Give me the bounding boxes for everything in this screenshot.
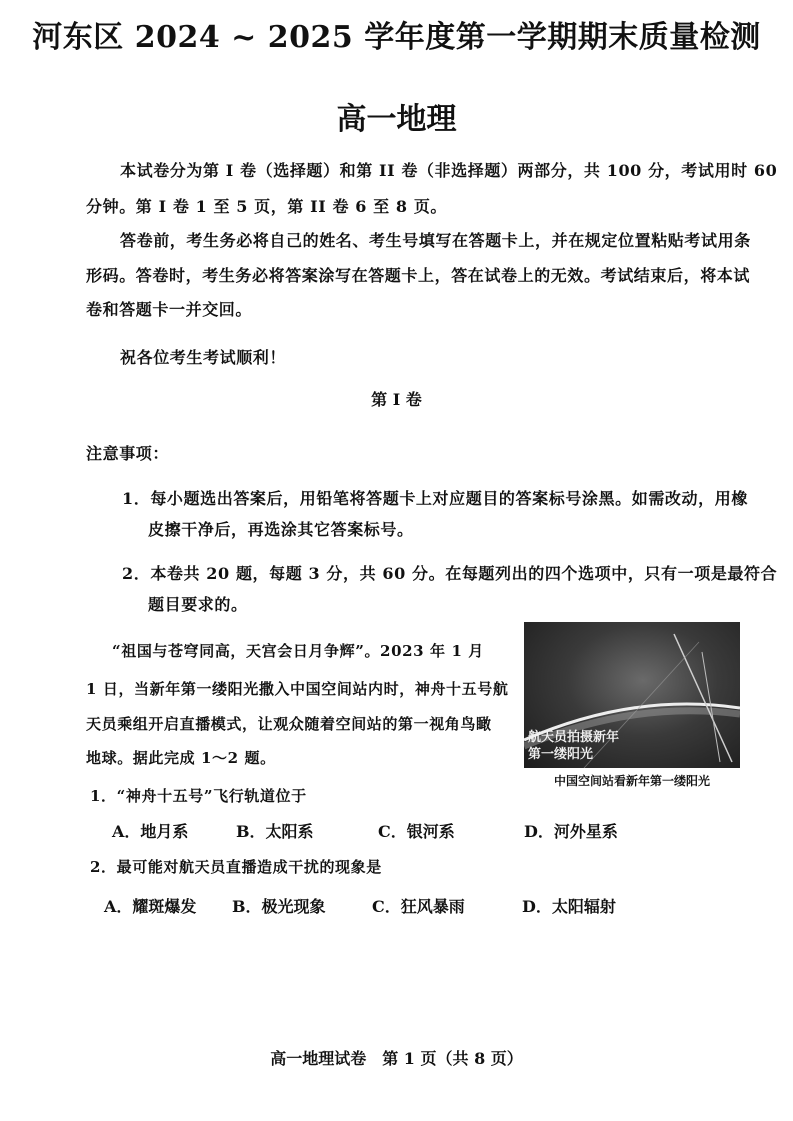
- question-1-option-b: B．太阳系: [236, 822, 314, 841]
- intro-paragraph-2-line-1: 答卷前，考生务必将自己的姓名、考生号填写在答题卡上，并在规定位置粘贴考试用条: [120, 231, 751, 250]
- note-2-line-2: 题目要求的。: [148, 595, 248, 614]
- note-2-line-1: 2．本卷共 20 题，每题 3 分，共 60 分。在每题列出的四个选项中，只有一项是最符合: [122, 564, 778, 583]
- note-1-line-2: 皮擦干净后，再选涂其它答案标号。: [148, 520, 414, 539]
- question-2-option-c: C．狂风暴雨: [372, 897, 465, 916]
- intro-paragraph-2-line-3: 卷和答题卡一并交回。: [86, 300, 253, 319]
- intro-paragraph-1-line-2: 分钟。第 I 卷 1 至 5 页，第 II 卷 6 至 8 页。: [86, 197, 448, 216]
- question-2-option-b: B．极光现象: [232, 897, 326, 916]
- space-station-photo: [524, 622, 740, 768]
- section-title: 第 I 卷: [371, 390, 422, 409]
- photo-overlay-text-2: 第一缕阳光: [528, 747, 594, 762]
- material-line-1: “祖国与苍穹同高，天宫会日月争辉”。2023 年 1 月: [112, 642, 484, 660]
- intro-paragraph-2-line-2: 形码。答卷时，考生务必将答案涂写在答题卡上，答在试卷上的无效。考试结束后，将本试: [86, 266, 751, 285]
- material-line-4: 地球。据此完成 1～2 题。: [86, 749, 276, 767]
- page-footer: 高一地理试卷 第 1 页（共 8 页）: [270, 1049, 523, 1068]
- question-1-option-c: C．银河系: [378, 822, 455, 841]
- question-1-stem: 1．“神舟十五号”飞行轨道位于: [90, 787, 307, 805]
- note-1-line-1: 1．每小题选出答案后，用铅笔将答题卡上对应题目的答案标号涂黑。如需改动，用橡: [122, 489, 748, 508]
- material-line-2: 1 日，当新年第一缕阳光撒入中国空间站内时，神舟十五号航: [86, 680, 509, 698]
- photo-overlay-text-1: 航天员拍摄新年: [528, 730, 620, 745]
- exam-subtitle: 高一地理: [336, 102, 457, 137]
- good-luck-text: 祝各位考生考试顺利！: [120, 348, 287, 367]
- notes-label: 注意事项：: [86, 444, 170, 463]
- question-2-stem: 2．最可能对航天员直播造成干扰的现象是: [90, 858, 382, 876]
- question-1-option-a: A．地月系: [112, 822, 189, 841]
- question-1-option-d: D．河外星系: [524, 822, 618, 841]
- question-2-option-a: A．耀斑爆发: [104, 897, 197, 916]
- material-line-3: 天员乘组开启直播模式，让观众随着空间站的第一视角鸟瞰: [86, 715, 492, 733]
- intro-paragraph-1-line-1: 本试卷分为第 I 卷（选择题）和第 II 卷（非选择题）两部分，共 100 分，考试用时 60: [120, 161, 778, 180]
- photo-caption: 中国空间站看新年第一缕阳光: [553, 774, 710, 788]
- exam-title: 河东区 2024 ~ 2025 学年度第一学期期末质量检测: [32, 20, 761, 55]
- question-2-option-d: D．太阳辐射: [522, 897, 616, 916]
